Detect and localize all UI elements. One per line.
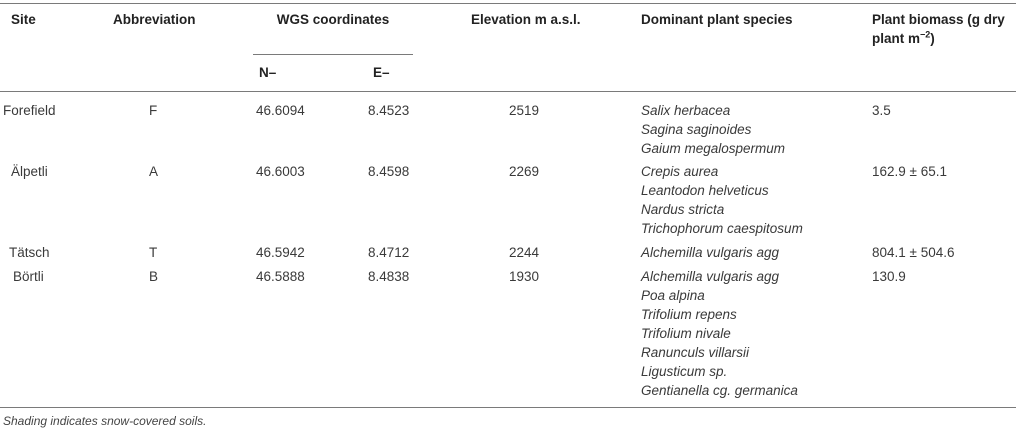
row-bortli-species-3: Trifolium repens <box>641 307 737 322</box>
row-bortli-species-1: Alchemilla vulgaris agg <box>641 269 780 284</box>
row-tatsch-abbr: T <box>149 245 158 260</box>
row-alpetli-species-4: Trichophorum caespitosum <box>641 221 803 236</box>
row-forefield-abbr: F <box>149 103 158 118</box>
header-plant-biomass <box>872 10 1012 48</box>
header-biomass-line2: plant m <box>872 31 921 46</box>
header-biomass-exponent: −2 <box>920 29 931 40</box>
row-tatsch-biomass: 804.1 ± 504.6 <box>872 245 955 260</box>
row-alpetli-site: Älpetli <box>11 164 48 179</box>
row-bortli-n: 46.5888 <box>256 269 305 284</box>
row-tatsch-elevation: 2244 <box>509 245 540 260</box>
row-bortli-species-4: Trifolium nivale <box>641 326 731 341</box>
row-bortli-abbr: B <box>149 269 159 284</box>
row-tatsch-e: 8.4712 <box>368 245 410 260</box>
row-alpetli-abbr: A <box>149 164 159 179</box>
row-alpetli-biomass: 162.9 ± 65.1 <box>872 164 947 179</box>
row-forefield-n: 46.6094 <box>256 103 305 118</box>
row-alpetli-n: 46.6003 <box>256 164 305 179</box>
header-north: N– <box>259 65 277 80</box>
header-bottom-rule <box>0 91 1016 92</box>
header-elevation: Elevation m a.s.l. <box>471 12 581 27</box>
header-wgs-coordinates: WGS coordinates <box>276 12 390 27</box>
row-alpetli-species-3: Nardus stricta <box>641 202 725 217</box>
row-bortli-elevation: 1930 <box>509 269 540 284</box>
row-alpetli-elevation: 2269 <box>509 164 540 179</box>
row-bortli-species-5: Ranunculs villarsii <box>641 345 750 360</box>
row-alpetli-e: 8.4598 <box>368 164 410 179</box>
row-forefield-biomass: 3.5 <box>872 103 891 118</box>
table-bottom-rule <box>0 407 1016 408</box>
table-footnote: Shading indicates snow-covered soils. <box>3 414 207 428</box>
row-tatsch-site: Tätsch <box>9 245 50 260</box>
row-bortli-species-7: Gentianella cg. germanica <box>641 383 798 398</box>
header-dominant-species: Dominant plant species <box>641 12 793 27</box>
row-tatsch-n: 46.5942 <box>256 245 305 260</box>
row-bortli-species-6: Ligusticum sp. <box>641 364 728 379</box>
row-alpetli-species-1: Crepis aurea <box>641 164 719 179</box>
row-bortli-site: Börtli <box>13 269 44 284</box>
row-forefield-species-3: Gaium megalospermum <box>641 141 786 156</box>
row-forefield-site: Forefield <box>3 103 56 118</box>
header-abbreviation: Abbreviation <box>113 12 196 27</box>
row-alpetli-species-2: Leantodon helveticus <box>641 183 769 198</box>
row-forefield-e: 8.4523 <box>368 103 410 118</box>
row-bortli-e: 8.4838 <box>368 269 410 284</box>
header-east: E– <box>373 65 390 80</box>
row-bortli-species-2: Poa alpina <box>641 288 705 303</box>
row-forefield-elevation: 2519 <box>509 103 540 118</box>
table-top-rule <box>0 3 1016 4</box>
row-tatsch-species-1: Alchemilla vulgaris agg <box>641 245 780 260</box>
row-forefield-species-1: Salix herbacea <box>641 103 731 118</box>
header-biomass-line1: Plant biomass (g dry <box>872 12 1005 27</box>
header-site: Site <box>11 12 36 27</box>
wgs-subheader-rule <box>253 54 413 55</box>
row-forefield-species-2: Sagina saginoides <box>641 122 752 137</box>
header-biomass-close: ) <box>930 31 935 46</box>
row-bortli-biomass: 130.9 <box>872 269 906 284</box>
